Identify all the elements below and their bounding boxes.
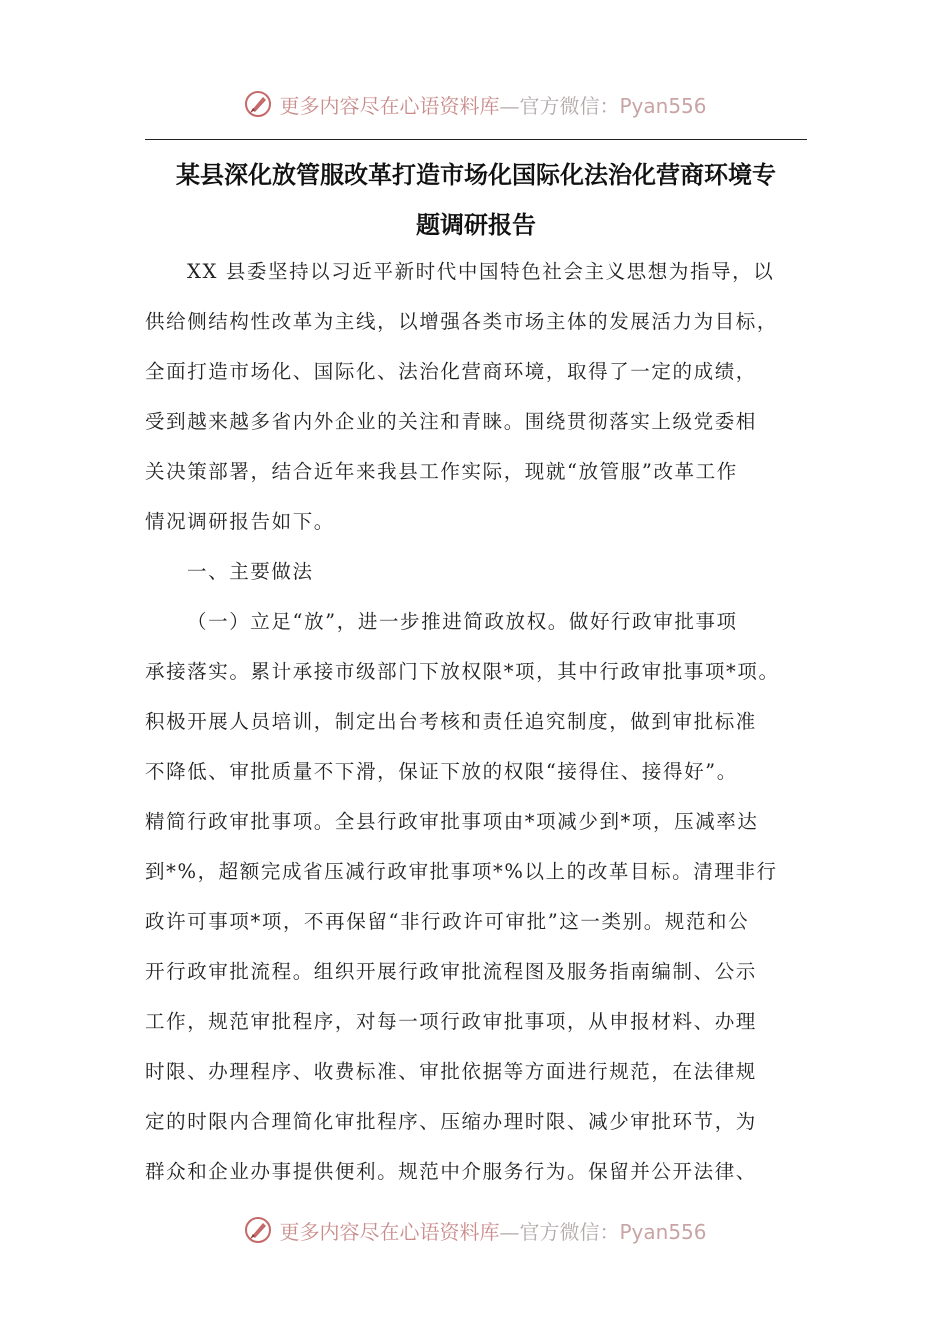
body-line: 受到越来越多省内外企业的关注和青睐。围绕贯彻落实上级党委相 — [145, 410, 757, 433]
body-line: 全面打造市场化、国际化、法治化营商环境，取得了一定的成绩， — [145, 360, 757, 383]
body-line: （一）立足“放”，进一步推进简政放权。做好行政审批事项 — [187, 610, 738, 633]
document-title — [145, 150, 807, 250]
body-line: 到*%，超额完成省压减行政审批事项*%以上的改革目标。清理非行 — [145, 860, 778, 883]
body-line: 积极开展人员培训，制定出台考核和责任追究制度，做到审批标准 — [145, 710, 757, 733]
title-line-1: 某县深化放管服改革打造市场化国际化法治化营商环境专 — [176, 161, 776, 189]
body-line: 关决策部署，结合近年来我县工作实际，现就“放管服”改革工作 — [145, 460, 738, 483]
body-line: 时限、办理程序、收费标准、审批依据等方面进行规范，在法律规 — [145, 1060, 757, 1083]
watermark-header — [0, 84, 950, 124]
body-line: 政许可事项*项，不再保留“非行政许可审批”这一类别。规范和公 — [145, 910, 750, 933]
body-line: 情况调研报告如下。 — [145, 510, 335, 533]
body-line: 不降低、审批质量不下滑，保证下放的权限“接得住、接得好”。 — [145, 760, 738, 783]
body-line: 开行政审批流程。组织开展行政审批流程图及服务指南编制、公示 — [145, 960, 757, 983]
body-line: XX 县委坚持以习近平新时代中国特色社会主义思想为指导，以 — [187, 260, 775, 283]
body-line: 承接落实。累计承接市级部门下放权限*项，其中行政审批事项*项。 — [145, 660, 780, 683]
body-line: 工作，规范审批程序，对每一项行政审批事项，从申报材料、办理 — [145, 1010, 757, 1033]
watermark-footer — [0, 1210, 950, 1250]
document-body — [145, 247, 807, 1197]
watermark-text: 更多内容尽在心语资料库—官方微信：Pyan556 — [279, 93, 707, 118]
pen-nib-logo-icon — [243, 1215, 273, 1245]
body-line: 供给侧结构性改革为主线，以增强各类市场主体的发展活力为目标， — [145, 310, 779, 333]
header-divider — [145, 139, 807, 140]
section-heading: 一、主要做法 — [187, 560, 314, 583]
watermark-text: 更多内容尽在心语资料库—官方微信：Pyan556 — [279, 1219, 707, 1244]
body-line: 群众和企业办事提供便利。规范中介服务行为。保留并公开法律、 — [145, 1160, 757, 1183]
title-line-2: 题调研报告 — [416, 211, 536, 239]
pen-nib-logo-icon — [243, 89, 273, 119]
body-line: 定的时限内合理简化审批程序、压缩办理时限、减少审批环节，为 — [145, 1110, 757, 1133]
body-line: 精简行政审批事项。全县行政审批事项由*项减少到*项，压减率达 — [145, 810, 759, 833]
